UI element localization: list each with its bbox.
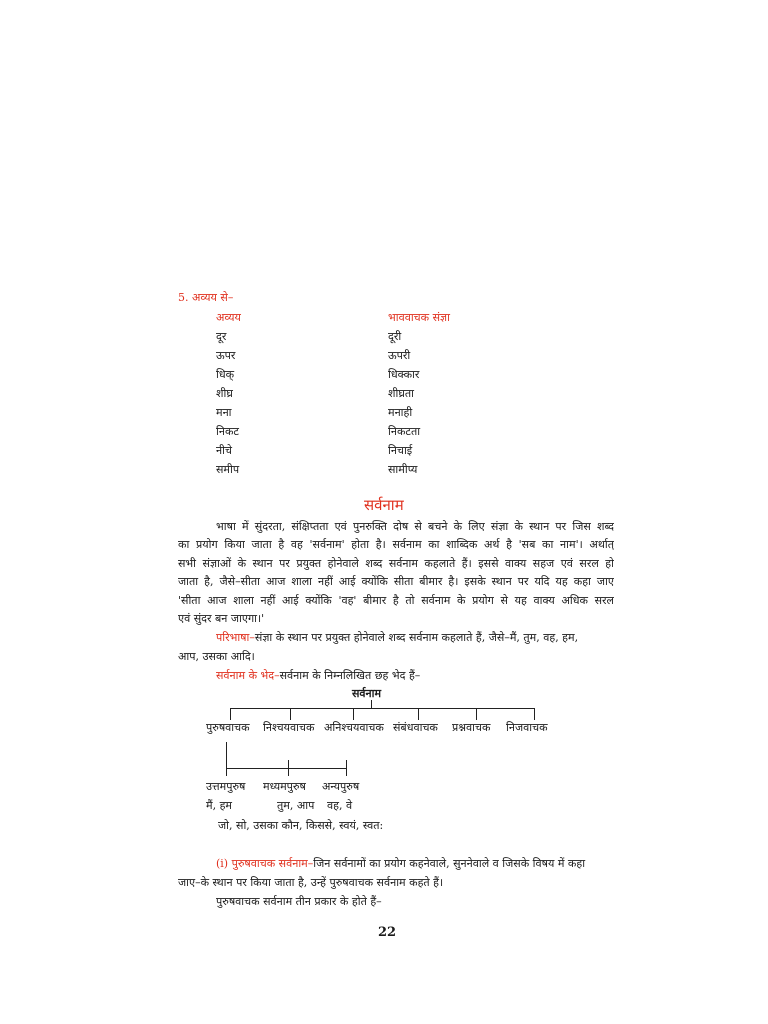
definition-line-2: आप, उसका आदि। — [178, 650, 255, 663]
tree-sub-example: तुम, आप — [277, 799, 315, 812]
tree-child: अनिश्चयवाचक — [324, 721, 384, 734]
tree-child: प्रश्नवाचक — [452, 721, 491, 734]
tree-child: पुरुषवाचक — [206, 721, 250, 734]
table-cell: निकट — [216, 425, 239, 438]
tree-connector — [226, 742, 227, 768]
tree-connector — [353, 708, 354, 720]
page-title: सर्वनाम — [364, 496, 404, 514]
tree-sub-child: मध्यमपुरुष — [263, 780, 306, 793]
tree-branch-line — [226, 768, 346, 769]
table-cell: ऊपरी — [388, 349, 411, 362]
tree-connector — [371, 700, 372, 708]
tree-sub-child: अन्यपुरुष — [322, 780, 360, 793]
column-header-bhavvachak: भाववाचक संज्ञा — [388, 311, 450, 324]
page-number: 22 — [378, 925, 397, 940]
types-line — [216, 668, 420, 683]
table-cell: समीप — [216, 463, 240, 476]
tree-connector — [230, 708, 231, 720]
types-label: सर्वनाम के भेद– — [216, 669, 280, 682]
tree-connector — [418, 708, 419, 720]
tree-connector — [288, 760, 289, 776]
paragraph-line: सभी संज्ञाओं के स्थान पर प्रयुक्त होनेवाले शब्द सर्वनाम कहलाते हैं। इससे वाक्य सहज एवं सरल हो — [178, 556, 614, 570]
definition-line — [216, 630, 614, 645]
table-cell: ऊपर — [216, 349, 236, 362]
definition-text: संज्ञा के स्थान पर प्रयुक्त होनेवाले शब्द सर्वनाम कहलाते हैं, जैसे–मैं, तुम, वह, हम, — [254, 631, 579, 644]
paragraph-line: 'सीता आज शाला नहीं आई क्योंकि 'वह' बीमार है तो सर्वनाम के प्रयोग से यह वाक्य अधिक सरल — [178, 593, 614, 607]
tree-connector — [346, 760, 347, 776]
table-cell: निचाई — [388, 444, 413, 457]
tree-child: संबंधवाचक — [393, 721, 438, 734]
tree-root: सर्वनाम — [352, 687, 382, 700]
paragraph-line: एवं सुंदर बन जाएगा।' — [178, 611, 265, 625]
table-cell: दूर — [216, 330, 227, 343]
purush-line-2: जाए–के स्थान पर किया जाता है, उन्हें पुरुषवाचक सर्वनाम कहते हैं। — [178, 876, 444, 889]
column-header-avyay: अव्यय — [216, 311, 241, 324]
tree-branch-line — [230, 708, 534, 709]
purush-text: जिन सर्वनामों का प्रयोग कहनेवाले, सुननेवाले व जिसके विषय में कहा — [313, 857, 586, 870]
table-cell: धिक् — [216, 368, 235, 381]
table-cell: धिक्कार — [388, 368, 420, 381]
tree-sub-example: मैं, हम — [206, 799, 232, 812]
tree-sub-child: उत्तमपुरुष — [206, 780, 246, 793]
tree-sub-example: वह, वे — [327, 799, 353, 812]
purush-line-1 — [216, 856, 614, 871]
tree-connector — [476, 708, 477, 720]
tree-child: निजवाचक — [506, 721, 548, 734]
section-heading: 5. अव्यय से– — [178, 291, 234, 304]
table-cell: सामीप्य — [388, 463, 418, 476]
tree-connector — [226, 768, 227, 776]
table-cell: शीघ्र — [216, 387, 233, 400]
tree-child: निश्चयवाचक — [263, 721, 315, 734]
tree-connector — [290, 708, 291, 720]
table-cell: मनाही — [388, 406, 413, 419]
types-text: सर्वनाम के निम्नलिखित छह भेद हैं– — [279, 669, 421, 682]
table-cell: नीचे — [216, 444, 232, 457]
paragraph-line: भाषा में सुंदरता, संक्षिप्तता एवं पुनरुक्ति दोष से बचने के लिए संज्ञा के स्थान पर जिस शब्द — [216, 520, 614, 533]
tree-connector — [534, 708, 535, 720]
paragraph-line: का प्रयोग किया जाता है वह 'सर्वनाम' होता है। सर्वनाम का शाब्दिक अर्थ है 'सब का नाम'। अर्थात् — [178, 538, 614, 552]
examples-line: जो, सो, उसका कौन, किससे, स्वयं, स्वत: — [218, 819, 384, 832]
table-cell: मना — [216, 406, 232, 419]
table-cell: शीघ्रता — [388, 387, 414, 400]
definition-label: परिभाषा– — [216, 631, 255, 644]
intro-paragraph — [178, 518, 614, 628]
paragraph-line: जाता है, जैसे–सीता आज शाला नहीं आई क्योंकि सीता बीमार है। इसके स्थान पर यदि यह कहा जाए — [178, 575, 614, 589]
purush-label: (i) पुरुषवाचक सर्वनाम– — [216, 857, 314, 870]
table-cell: दूरी — [388, 330, 402, 343]
table-cell: निकटता — [388, 425, 421, 438]
purush-line-3: पुरुषवाचक सर्वनाम तीन प्रकार के होते हैं– — [216, 895, 382, 908]
